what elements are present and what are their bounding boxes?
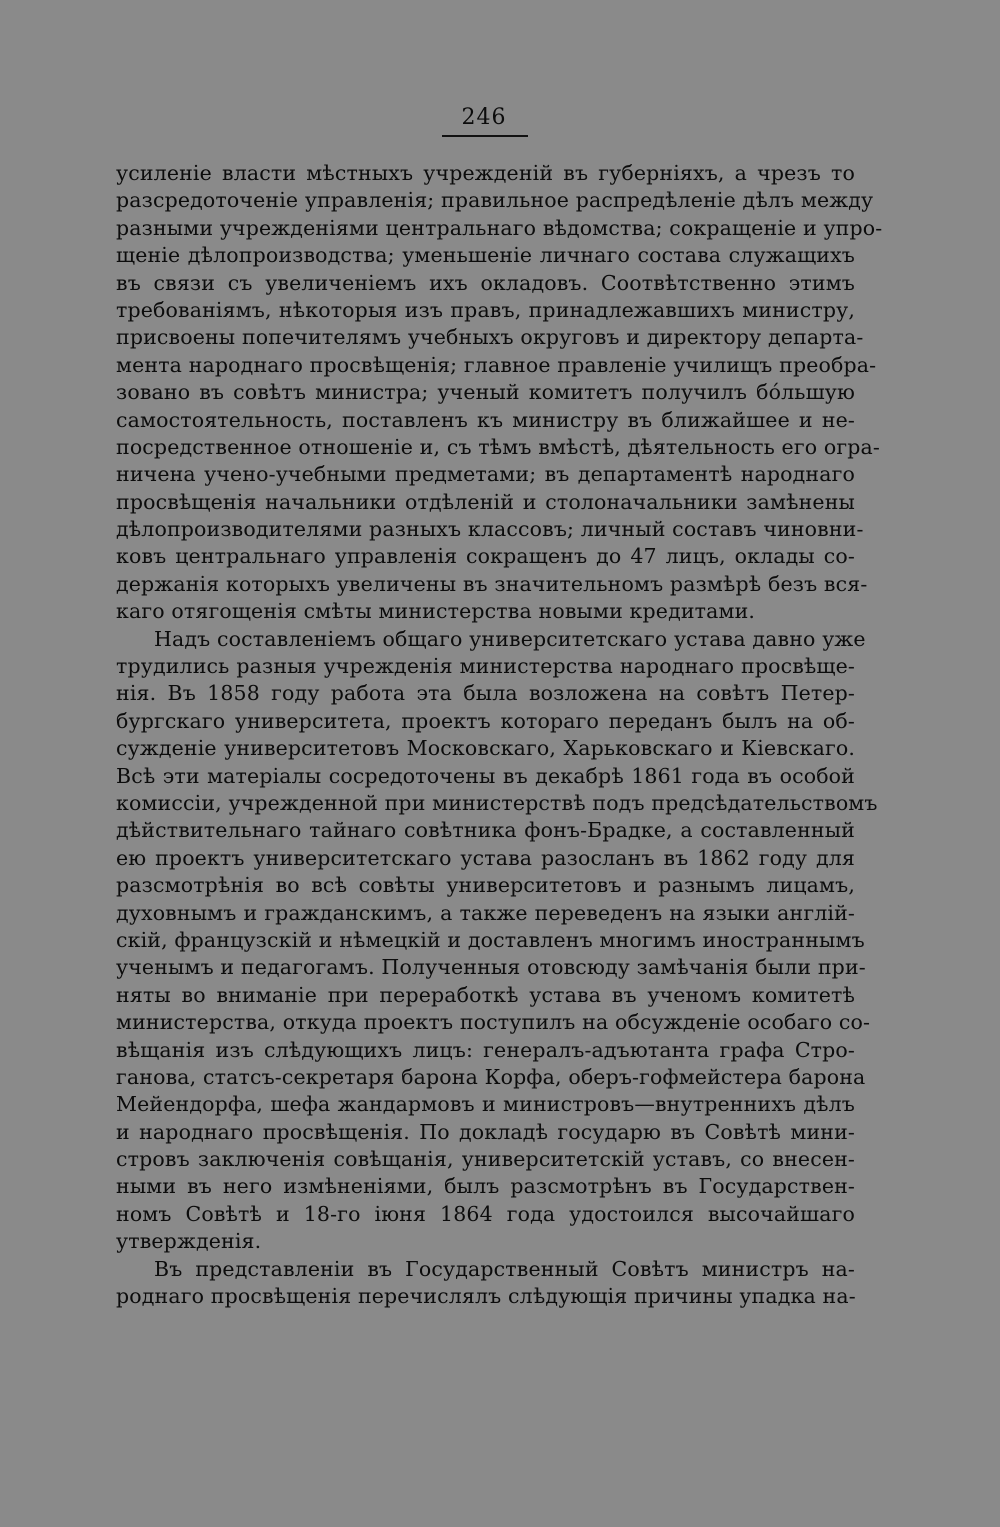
text-line: сужденіе университетовъ Московскаго, Харьковскаго и Кіевскаго.	[116, 736, 855, 761]
page-number: 246	[461, 105, 507, 130]
paragraph	[116, 1256, 855, 1311]
text-line: зовано въ совѣтъ министра; ученый комитетъ получилъ бо́льшую	[116, 380, 855, 405]
text-line: стровъ заключенія совѣщанія, университетскій уставъ, со внесен-	[116, 1147, 855, 1172]
text-line: няты во вниманіе при переработкѣ устава въ ученомъ комитетѣ	[116, 982, 855, 1007]
text-line: разсредоточеніе управленія; правильное распредѣленіе дѣлъ между	[116, 188, 874, 213]
text-line: въ связи съ увеличеніемъ ихъ окладовъ. Соотвѣтственно этимъ	[116, 270, 855, 295]
text-line: нія. Въ 1858 году работа эта была возложена на совѣтъ Петер-	[116, 681, 855, 706]
text-line: самостоятельность, поставленъ къ министру въ ближайшее и не-	[116, 407, 855, 432]
text-line: Надъ составленіемъ общаго университетскаго устава давно уже	[154, 626, 866, 651]
text-line: министерства, откуда проектъ поступилъ на обсужденіе особаго со-	[116, 1010, 871, 1035]
text-line: духовнымъ и гражданскимъ, а также переведенъ на языки англій-	[116, 900, 855, 925]
text-line: требованіямъ, нѣкоторыя изъ правъ, принадлежавшихъ министру,	[116, 297, 855, 322]
text-line: и народнаго просвѣщенія. По докладѣ государю въ Совѣтѣ мини-	[116, 1119, 855, 1144]
text-line: каго отягощенія смѣты министерства новыми кредитами.	[116, 599, 756, 624]
text-line: бургскаго университета, проектъ котораго переданъ былъ на об-	[116, 708, 855, 733]
text-line: дѣлопроизводителями разныхъ классовъ; личный составъ чиновни-	[116, 517, 864, 542]
page-number-rule	[442, 135, 528, 137]
paragraph	[116, 160, 883, 626]
text-line: ученымъ и педагогамъ. Полученныя отовсюду замѣчанія были при-	[116, 955, 866, 980]
text-line: присвоены попечителямъ учебныхъ округовъ и директору департа-	[116, 325, 864, 350]
text-line: щеніе дѣлопроизводства; уменьшеніе личнаго состава служащихъ	[116, 243, 855, 268]
text-line: скій, французскій и нѣмецкій и доставленъ многимъ иностраннымъ	[116, 927, 865, 952]
text-line: держанія которыхъ увеличены въ значительномъ размѣрѣ безъ вся-	[116, 571, 868, 596]
text-line: ею проектъ университетскаго устава разосланъ въ 1862 году для	[116, 845, 855, 870]
text-line: просвѣщенія начальники отдѣленій и столоначальники замѣнены	[116, 489, 855, 514]
text-line: утвержденія.	[116, 1229, 262, 1254]
text-line: разными учрежденіями центральнаго вѣдомства; сокращеніе и упро-	[116, 215, 883, 240]
text-line: разсмотрѣнія во всѣ совѣты университетовъ и разнымъ лицамъ,	[116, 873, 855, 898]
text-line: ными въ него измѣненіями, былъ разсмотрѣнъ въ Государствен-	[116, 1174, 855, 1199]
text-body	[116, 160, 883, 1310]
paragraph	[116, 626, 878, 1256]
text-line: дѣйствительнаго тайнаго совѣтника фонъ-Брадке, а составленный	[116, 818, 855, 843]
text-line: вѣщанія изъ слѣдующихъ лицъ: генералъ-адъютанта графа Стро-	[116, 1037, 855, 1062]
text-line: ничена учено-учебными предметами; въ департаментѣ народнаго	[116, 462, 855, 487]
text-line: номъ Совѣтѣ и 18-го іюня 1864 года удостоился высочайшаго	[116, 1201, 855, 1226]
text-line: посредственное отношеніе и, съ тѣмъ вмѣстѣ, дѣятельность его огра-	[116, 434, 880, 459]
text-line: Всѣ эти матеріалы сосредоточены въ декабрѣ 1861 года въ особой	[116, 763, 855, 788]
text-line: Въ представленіи въ Государственный Совѣтъ министръ на-	[154, 1256, 855, 1281]
text-line: ганова, статсъ-секретаря барона Корфа, оберъ-гофмейстера барона	[116, 1064, 866, 1089]
text-line: усиленіе власти мѣстныхъ учрежденій въ губерніяхъ, а чрезъ то	[116, 161, 855, 185]
text-line: роднаго просвѣщенія перечислялъ слѣдующія причины упадка на-	[116, 1284, 856, 1309]
text-line: Мейендорфа, шефа жандармовъ и министровъ—внутреннихъ дѣлъ	[116, 1092, 855, 1117]
text-line: комиссіи, учрежденной при министерствѣ подъ предсѣдательствомъ	[116, 790, 878, 815]
text-line: мента народнаго просвѣщенія; главное правленіе училищъ преобра-	[116, 352, 877, 377]
text-line: трудились разныя учрежденія министерства народнаго просвѣще-	[116, 654, 855, 679]
text-line: ковъ центральнаго управленія сокращенъ до 47 лицъ, оклады со-	[116, 544, 855, 569]
